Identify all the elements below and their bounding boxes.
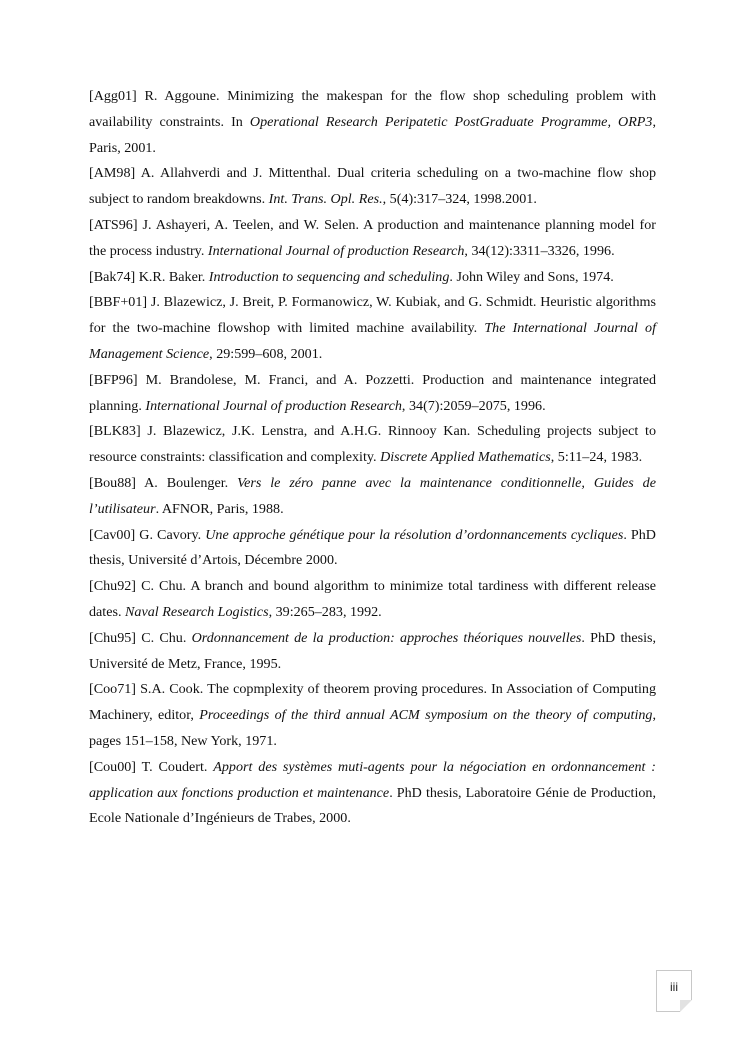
ref-venue: Discrete Applied Mathematics xyxy=(380,449,551,466)
ref-key: [BBF+01] xyxy=(89,294,148,311)
ref-authors: R. Aggoune. xyxy=(144,88,220,104)
ref-title: Minimizing the makespan for the flow shop scheduling problem with availability constraints. In xyxy=(89,88,656,130)
reference-entry xyxy=(89,574,656,626)
ref-details: , pages 151–158, New York, 1971. xyxy=(89,707,657,749)
ref-details: , 34(7):2059–2075, 1996. xyxy=(401,397,546,414)
ref-venue: Une approche génétique pour la résolution d’ordonnancements cycliques xyxy=(205,526,624,543)
ref-venue: Int. Trans. Opl. Res. xyxy=(268,191,383,208)
ref-authors: A. Allahverdi and J. Mittenthal. xyxy=(140,165,331,182)
ref-title: Dual criteria scheduling on a two-machine flow shop subject to random breakdowns. xyxy=(89,165,656,208)
ref-venue: Operational Research Peripatetic PostGraduate Programme, ORP3 xyxy=(249,113,653,130)
ref-key: [Chu95] xyxy=(89,629,136,646)
ref-authors: A. Boulenger. xyxy=(144,474,229,491)
ref-details: , 39:265–283, 1992. xyxy=(268,603,382,620)
ref-details: , 5:11–24, 1983. xyxy=(550,449,643,466)
reference-entry xyxy=(89,677,656,754)
ref-details: , 34(12):3311–3326, 1996. xyxy=(464,242,615,259)
ref-authors: C. Chu. xyxy=(141,578,187,595)
ref-details: . John Wiley and Sons, 1974. xyxy=(449,268,614,285)
reference-entry xyxy=(89,419,656,471)
ref-details: , 5(4):317–324, 1998.2001. xyxy=(382,191,537,208)
ref-details: . PhD thesis, Université de Metz, France, 1995. xyxy=(89,629,657,672)
ref-key: [AM98] xyxy=(89,165,136,182)
ref-authors: C. Chu. xyxy=(141,629,187,646)
ref-details: , Paris, 2001. xyxy=(89,113,656,156)
ref-venue: International Journal of production Research xyxy=(207,242,465,259)
ref-key: [BFP96] xyxy=(89,371,138,388)
ref-venue: The International Journal of Management Science xyxy=(89,320,656,362)
ref-venue: Proceedings of the third annual ACM symposium on the theory of computing xyxy=(199,707,653,724)
ref-authors: K.R. Baker. xyxy=(138,268,206,285)
ref-venue: International Journal of production Research xyxy=(145,397,402,414)
ref-title: Heuristic algorithms for the two-machine flowshop with limited machine availability. xyxy=(89,294,656,337)
ref-key: [Cou00] xyxy=(89,758,136,775)
ref-title: Scheduling projects subject to resource constraints: classification and complexity. xyxy=(89,423,657,466)
ref-title: A production and maintenance planning model for the process industry. xyxy=(89,216,656,259)
reference-entry xyxy=(89,523,656,575)
reference-entry xyxy=(89,265,656,291)
ref-authors: M. Brandolese, M. Franci, and A. Pozzetti. xyxy=(145,371,415,388)
ref-authors: J. Blazewicz, J. Breit, P. Formanowicz, W. Kubiak, and G. Schmidt. xyxy=(150,294,537,311)
reference-entry xyxy=(89,213,656,265)
ref-authors: S.A. Cook. xyxy=(140,681,204,698)
ref-key: [Bak74] xyxy=(89,268,136,285)
reference-entry xyxy=(89,290,656,367)
reference-entry xyxy=(89,755,656,832)
ref-key: [BLK83] xyxy=(89,423,141,440)
ref-title: A branch and bound algorithm to minimize total tardiness with different release dates. xyxy=(89,578,657,620)
ref-key: [Chu92] xyxy=(89,578,136,595)
reference-entry xyxy=(89,471,656,523)
reference-entry xyxy=(89,84,656,161)
ref-title: Production and maintenance integrated planning. xyxy=(89,371,656,414)
ref-details: . PhD thesis, Université d’Artois, Décembre 2000. xyxy=(89,526,656,569)
reference-entry xyxy=(89,626,656,678)
ref-authors: T. Coudert. xyxy=(141,758,208,775)
ref-venue: Introduction to sequencing and scheduling xyxy=(208,268,450,285)
ref-authors: G. Cavory. xyxy=(139,526,202,543)
ref-details: , 29:599–608, 2001. xyxy=(209,345,323,362)
ref-details: . PhD thesis, Laboratoire Génie de Production, Ecole Nationale d’Ingénieurs de Trabes, 2000. xyxy=(89,784,656,827)
ref-venue: Naval Research Logistics xyxy=(125,603,269,620)
ref-venue: Vers le zéro panne avec la maintenance conditionnelle, Guides de l’utilisateur xyxy=(89,474,656,517)
reference-entry xyxy=(89,368,656,420)
ref-authors: J. Ashayeri, A. Teelen, and W. Selen. xyxy=(142,216,359,233)
ref-venue: Apport des systèmes muti-agents pour la négociation en ordonnancement : application aux fonctions production et maintenance xyxy=(89,758,656,801)
ref-key: [ATS96] xyxy=(89,216,138,233)
ref-details: . AFNOR, Paris, 1988. xyxy=(155,500,284,517)
ref-key: [Bou88] xyxy=(89,474,136,491)
reference-entry xyxy=(89,161,656,213)
ref-authors: J. Blazewicz, J.K. Lenstra, and A.H.G. Rinnooy Kan. xyxy=(147,423,471,440)
ref-title: The copmplexity of theorem proving procedures. In Association of Computing Machinery, editor, xyxy=(89,681,656,724)
ref-key: [Agg01] xyxy=(89,88,137,104)
ref-key: [Coo71] xyxy=(89,681,136,698)
page-number: iii xyxy=(670,980,678,994)
ref-key: [Cav00] xyxy=(89,526,136,543)
page-fold-icon xyxy=(680,1000,692,1012)
page-number-box xyxy=(656,970,692,1012)
ref-venue: Ordonnancement de la production: approches théoriques nouvelles xyxy=(191,629,582,646)
bibliography-list xyxy=(89,84,656,832)
